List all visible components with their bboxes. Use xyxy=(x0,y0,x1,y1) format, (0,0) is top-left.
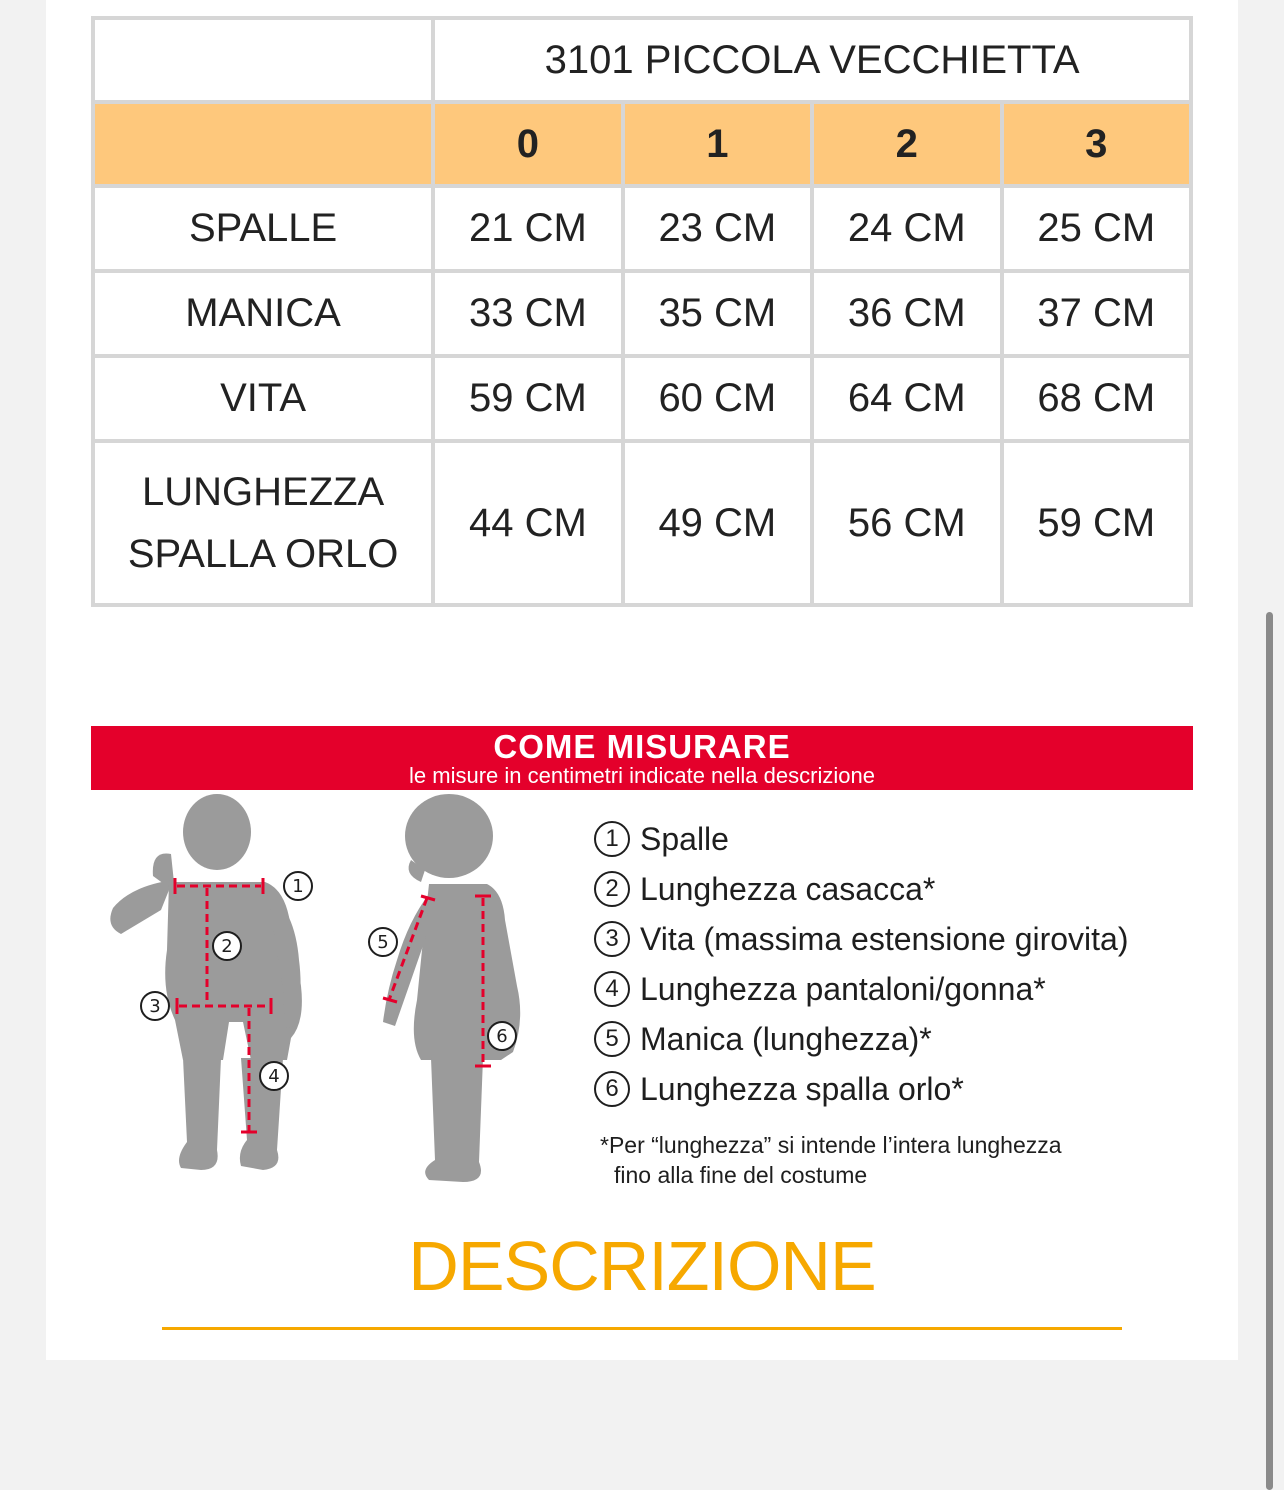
empty-header-cell xyxy=(93,102,433,186)
table-cell: 36 CM xyxy=(812,271,1001,356)
legend-item xyxy=(594,864,1194,914)
row-label: MANICA xyxy=(93,271,433,356)
marker-2 xyxy=(213,932,241,960)
table-row xyxy=(93,441,1191,605)
legend-item xyxy=(594,1064,1194,1114)
table-row xyxy=(93,271,1191,356)
marker-6 xyxy=(488,1022,516,1050)
row-label-line: SPALLA ORLO xyxy=(127,532,399,576)
footnote-line: fino alla fine del costume xyxy=(614,1162,868,1188)
size-header: 3 xyxy=(1002,102,1192,186)
size-header: 1 xyxy=(623,102,812,186)
table-cell: 60 CM xyxy=(623,356,812,441)
child-side-silhouette-icon xyxy=(383,794,520,1182)
svg-text:2: 2 xyxy=(221,936,233,957)
legend-item xyxy=(594,964,1194,1014)
banner-title: COME MISURARE xyxy=(493,728,791,765)
svg-text:6: 6 xyxy=(496,1026,508,1047)
legend-item xyxy=(594,914,1194,964)
legend-label: Manica (lunghezza)* xyxy=(640,1020,932,1057)
section-divider xyxy=(162,1327,1122,1330)
table-cell: 23 CM xyxy=(623,186,812,271)
svg-text:3: 3 xyxy=(149,996,161,1017)
marker-3 xyxy=(141,992,169,1020)
legend-number: 4 xyxy=(594,971,630,1007)
legend-label: Spalle xyxy=(640,820,729,857)
legend-number: 2 xyxy=(594,871,630,907)
legend-item xyxy=(594,814,1194,864)
marker-5 xyxy=(369,928,397,956)
footnote-line: *Per “lunghezza” si intende l’intera lunghezza xyxy=(600,1132,1062,1158)
legend-number: 1 xyxy=(594,821,630,857)
table-cell: 33 CM xyxy=(433,271,622,356)
legend-label: Lunghezza casacca* xyxy=(640,870,936,907)
table-title-row xyxy=(93,18,1191,102)
measure-figures xyxy=(91,790,571,1204)
empty-corner-cell xyxy=(93,18,433,102)
table-cell: 24 CM xyxy=(812,186,1001,271)
svg-text:5: 5 xyxy=(377,932,389,953)
row-label: VITA xyxy=(93,356,433,441)
legend-label: Vita (massima estensione girovita) xyxy=(640,920,1129,957)
row-label-line: LUNGHEZZA xyxy=(141,470,385,514)
svg-text:4: 4 xyxy=(268,1066,280,1087)
table-cell: 25 CM xyxy=(1002,186,1192,271)
how-to-measure-banner xyxy=(91,726,1193,790)
legend-label: Lunghezza pantaloni/gonna* xyxy=(640,970,1046,1007)
banner-subtitle: le misure in centimetri indicate nella descrizione xyxy=(409,763,875,788)
size-header: 2 xyxy=(812,102,1001,186)
legend-number: 5 xyxy=(594,1021,630,1057)
table-cell: 49 CM xyxy=(623,441,812,605)
product-title: 3101 PICCOLA VECCHIETTA xyxy=(433,18,1191,102)
how-to-measure-panel xyxy=(91,726,1193,1204)
svg-text:1: 1 xyxy=(292,876,304,897)
table-row xyxy=(93,356,1191,441)
legend-item xyxy=(594,1014,1194,1064)
table-cell: 35 CM xyxy=(623,271,812,356)
marker-1 xyxy=(284,872,312,900)
length-footnote xyxy=(600,1130,1062,1190)
table-cell: 21 CM xyxy=(433,186,622,271)
row-label: SPALLE xyxy=(93,186,433,271)
size-header-row xyxy=(93,102,1191,186)
table-cell: 44 CM xyxy=(433,441,622,605)
size-table xyxy=(91,16,1193,607)
measure-legend xyxy=(594,814,1194,1114)
size-header: 0 xyxy=(433,102,622,186)
legend-number: 3 xyxy=(594,921,630,957)
table-cell: 68 CM xyxy=(1002,356,1192,441)
row-label xyxy=(93,441,433,605)
table-row xyxy=(93,186,1191,271)
table-cell: 59 CM xyxy=(433,356,622,441)
legend-label: Lunghezza spalla orlo* xyxy=(640,1070,964,1107)
legend-number: 6 xyxy=(594,1071,630,1107)
table-cell: 37 CM xyxy=(1002,271,1192,356)
scrollbar[interactable] xyxy=(1266,612,1273,1490)
table-cell: 56 CM xyxy=(812,441,1001,605)
section-title-descrizione: DESCRIZIONE xyxy=(408,1227,876,1305)
table-cell: 64 CM xyxy=(812,356,1001,441)
table-cell: 59 CM xyxy=(1002,441,1192,605)
marker-4 xyxy=(260,1062,288,1090)
